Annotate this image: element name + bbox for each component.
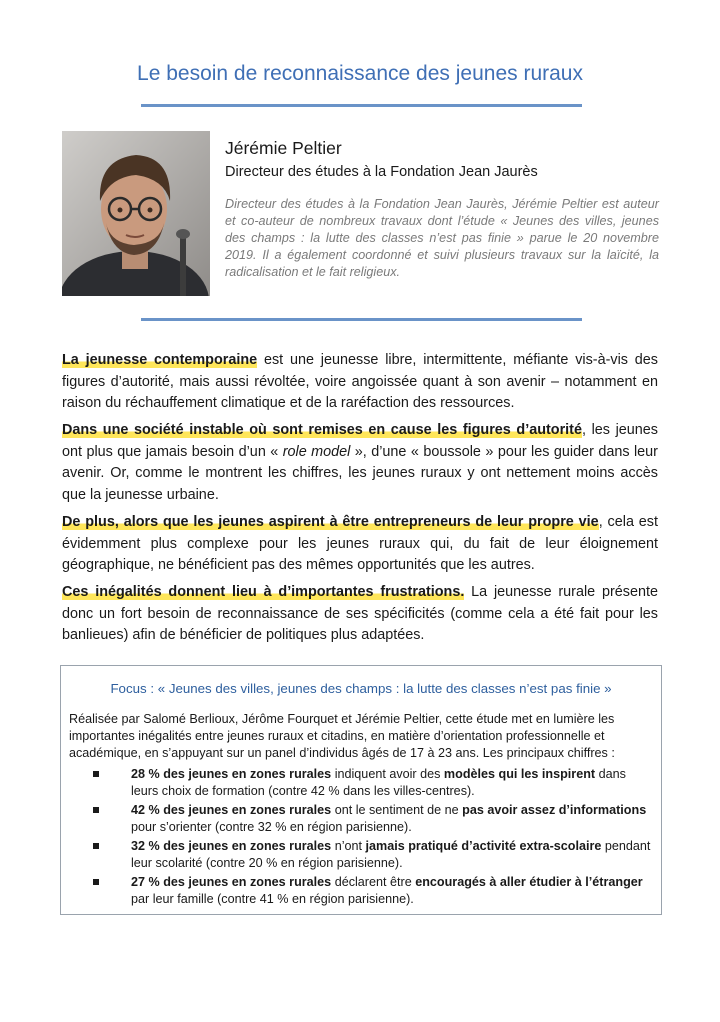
author-divider (141, 318, 582, 321)
list-item: 28 % des jeunes en zones rurales indiquent avoir des modèles qui les inspirent dans leurs choix de formation (contre 42 % dans les villes-centres). (69, 766, 655, 800)
focus-title: Focus : « Jeunes des villes, jeunes des champs : la lutte des classes n’est pas finie » (110, 681, 612, 696)
list-item: 32 % des jeunes en zones rurales n’ont jamais pratiqué d’activité extra-scolaire pendant leur scolarité (contre 20 % en région parisienne). (69, 838, 655, 872)
square-bullet-icon (93, 879, 99, 885)
paragraph-3: De plus, alors que les jeunes aspirent à être entrepreneurs de leur propre vie, cela est évidemment plus complexe pour les jeunes ruraux qui, du fait de leur éloignement géographique, ne bénéficient pas des mêmes opportunités que les autres. (62, 514, 659, 573)
author-name: Jérémie Peltier (225, 138, 342, 158)
focus-box (60, 665, 662, 915)
square-bullet-icon (93, 807, 99, 813)
highlight: Ces inégalités donnent lieu à d’importantes frustrations. (62, 584, 465, 600)
highlight: De plus, alors que les jeunes aspirent à être entrepreneurs de leur propre vie (62, 514, 599, 530)
author-role: Directeur des études à la Fondation Jean Jaurès (225, 164, 538, 180)
focus-intro: Réalisée par Salomé Berlioux, Jérôme Fourquet et Jérémie Peltier, cette étude met en lumière les importantes inégalités entre jeunes ruraux et citadins, en matière d’orientation professionnelle et académique, en s’appuyant sur un panel d’individus âgés de 17 à 23 ans. Les principaux chiffres : (69, 712, 615, 760)
highlight: La jeunesse contemporaine (62, 352, 258, 368)
paragraph-4: Ces inégalités donnent lieu à d’importantes frustrations. La jeunesse rurale présente donc un fort besoin de reconnaissance de ses spécificités (comme cela a été fait pour les banlieues) afin de bénéficier de politiques plus adaptées. (62, 584, 658, 643)
focus-list (69, 766, 655, 910)
author-portrait (62, 131, 210, 296)
paragraph-1: La jeunesse contemporaine est une jeunesse libre, intermittente, méfiante vis-à-vis des figures d’autorité, mais aussi révoltée, voire angoissée quant à son avenir – notamment en raison du réchauffement climatique et de la raréfaction des ressources. (62, 352, 658, 411)
list-item: 42 % des jeunes en zones rurales ont le sentiment de ne pas avoir assez d’informations pour s’orienter (contre 32 % en région parisienne). (69, 802, 655, 836)
square-bullet-icon (93, 843, 99, 849)
author-bio: Directeur des études à la Fondation Jean Jaurès, Jérémie Peltier est auteur et co-auteur de nombreux travaux dont l’étude « Jeunes des villes, jeunes des champs : la lutte des classes n’est pas finie » parue le 20 novembre 2019. Il a également coordonné et suivi plusieurs travaux sur la laïcité, la radicalisation et le fait religieux. (225, 197, 659, 279)
list-item: 27 % des jeunes en zones rurales déclarent être encouragés à aller étudier à l’étranger par leur famille (contre 41 % en région parisienne). (69, 874, 655, 908)
page-title: Le besoin de reconnaissance des jeunes ruraux (137, 62, 583, 85)
highlight: Dans une société instable où sont remises en cause les figures d’autorité (62, 422, 582, 438)
paragraph-2: Dans une société instable où sont remises en cause les figures d’autorité, les jeunes ont plus que jamais besoin d’un « role model », d’une « boussole » pour les guider dans leur avenir. Or, comme le montrent les chiffres, les jeunes ruraux y ont nettement moins accès que la jeunesse urbaine. (62, 422, 659, 503)
title-divider (141, 104, 582, 107)
square-bullet-icon (93, 771, 99, 777)
